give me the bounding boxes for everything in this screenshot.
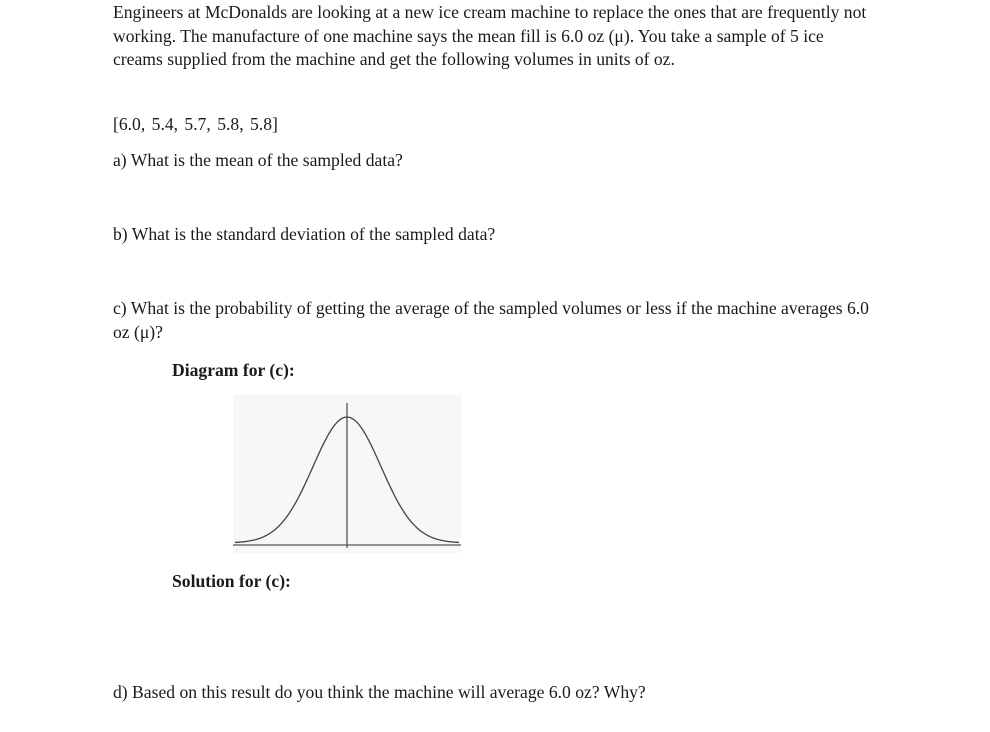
question-b: b) What is the standard deviation of the sampled data? xyxy=(113,224,496,244)
question-a: a) What is the mean of the sampled data? xyxy=(113,150,403,170)
question-c: c) What is the probability of getting the average of the sampled volumes or less if the machine averages 6.0 oz (μ)? xyxy=(113,298,869,342)
sample-data-list: [6.0, 5.4, 5.7, 5.8, 5.8] xyxy=(113,114,278,134)
normal-curve-icon xyxy=(233,395,461,553)
question-d: d) Based on this result do you think the machine will average 6.0 oz? Why? xyxy=(113,682,646,702)
diagram-label: Diagram for (c): xyxy=(172,360,295,380)
solution-label: Solution for (c): xyxy=(172,571,291,591)
normal-curve-diagram xyxy=(233,395,461,553)
problem-intro: Engineers at McDonalds are looking at a new ice cream machine to replace the ones that are frequently not working. The manufacture of one machine says the mean fill is 6.0 oz (μ). You take a sample of 5 ice creams supplied from the machine and get the following volumes in units of oz. xyxy=(113,2,867,69)
